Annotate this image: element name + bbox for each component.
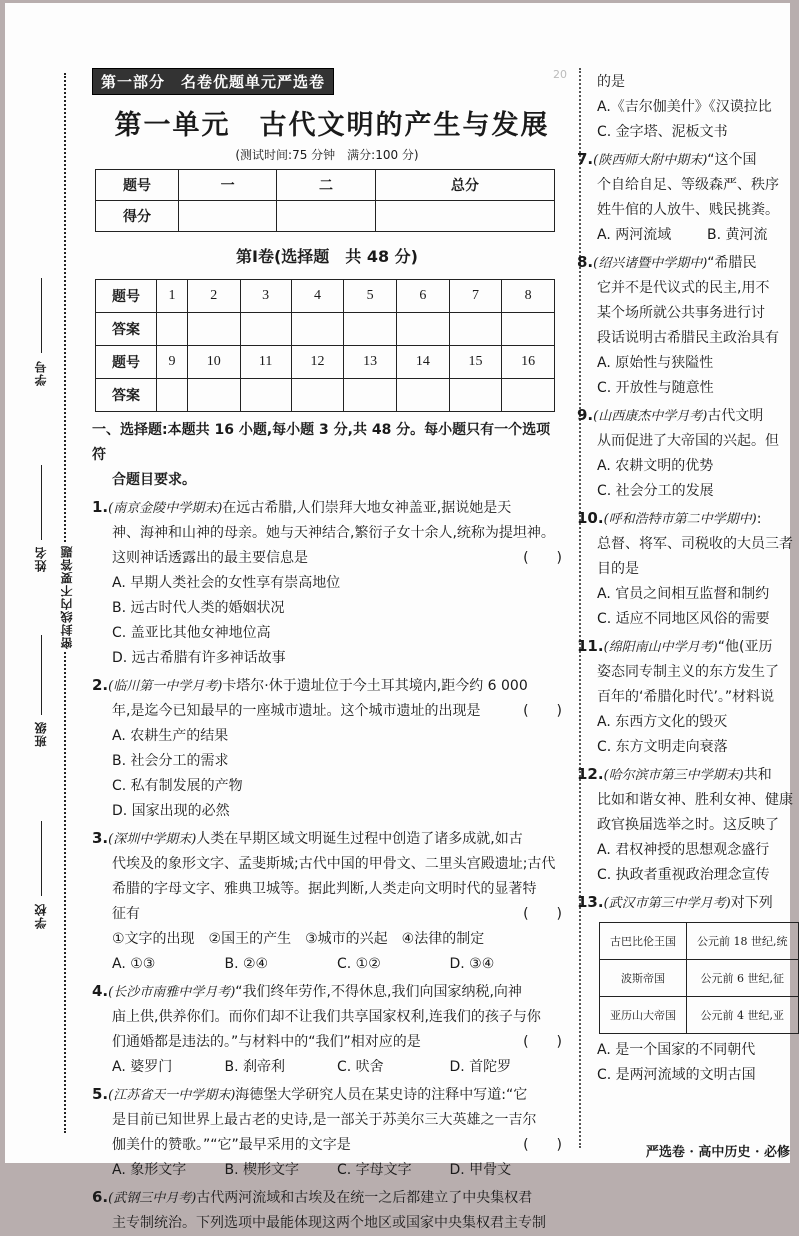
answer-cell[interactable] (449, 313, 502, 346)
question-text: 征有 (112, 906, 140, 922)
answer-cell[interactable] (502, 313, 555, 346)
option[interactable]: D. 甲骨文 (449, 1162, 512, 1178)
question-source: (武钢三中月考) (108, 1191, 197, 1206)
material-cell: 古巴比伦王国 (600, 923, 687, 960)
question-number-cell: 6 (397, 280, 450, 313)
question-number: 13. (577, 893, 604, 911)
answer-blank[interactable]: ( ) (523, 1034, 562, 1050)
material-cell: 亚历山大帝国 (600, 997, 687, 1034)
question-source: (武汉市第三中学月考) (603, 896, 731, 911)
answer-cell[interactable] (157, 313, 188, 346)
answer-blank[interactable]: ( ) (523, 550, 562, 566)
question-text: 对下列 (730, 895, 773, 911)
answer-cell[interactable] (157, 379, 188, 412)
score-header: 总分 (375, 170, 554, 201)
option[interactable]: A. ①③ (112, 956, 156, 972)
material-table (599, 922, 799, 1034)
question-text: “我们终年劳作,不得休息,我们向国家纳税,向神 (235, 984, 522, 1000)
question-text: 是目前已知世界上最古老的史诗,是一部关于苏美尔三大英雄之一吉尔 (112, 1112, 537, 1128)
question-source: (哈尔滨市第三中学期末) (603, 768, 744, 783)
option[interactable]: C. 是两河流域的文明古国 (597, 1067, 756, 1083)
question-text: 政官换届选举之时。这反映了 (597, 817, 779, 833)
answer-cell[interactable] (291, 313, 344, 346)
question-text-line (92, 902, 562, 927)
option[interactable]: A. 婆罗门 (112, 1059, 173, 1075)
grid-label: 答案 (96, 379, 157, 412)
right-column (577, 68, 795, 1088)
score-header: 题号 (96, 170, 179, 201)
option[interactable]: A. 官员之间相互监督和制约 (597, 586, 770, 602)
question-first-line (92, 673, 562, 699)
question (92, 1185, 562, 1236)
question-first-line (577, 403, 795, 429)
question-text: 卡塔尔·休于遗址位于今土耳其境内,距今约 6 000 (222, 678, 528, 694)
question-number: 4. (92, 982, 109, 1000)
question-source: (江苏省天一中学期末) (108, 1088, 236, 1103)
field-school: 学校 (34, 903, 48, 929)
score-cell[interactable] (277, 201, 375, 232)
question-first-line (577, 250, 795, 276)
options-group (577, 223, 795, 248)
option[interactable]: C. 吠舍 (337, 1059, 384, 1075)
question-text: 姓牛倌的人放牛、贱民挑粪。 (597, 202, 779, 218)
answer-cell[interactable] (187, 379, 240, 412)
option[interactable]: A. 象形文字 (112, 1162, 187, 1178)
option[interactable]: B. 社会分工的需求 (112, 753, 229, 769)
question-number-cell: 9 (157, 346, 188, 379)
question-first-line (92, 826, 562, 852)
grid-label: 答案 (96, 313, 157, 346)
question-number-cell: 8 (502, 280, 555, 313)
score-header: 一 (179, 170, 277, 201)
question-number-cell: 1 (157, 280, 188, 313)
grid-label: 题号 (96, 280, 157, 313)
question-number-cell: 12 (291, 346, 344, 379)
question-number: 3. (92, 829, 109, 847)
question-text: 个自给自足、等级森严、秩序 (597, 177, 779, 193)
question-number-cell: 11 (240, 346, 291, 379)
question-text: 目的是 (597, 561, 639, 577)
material-cell: 公元前 6 世纪,征 (687, 960, 799, 997)
question-first-line (92, 1185, 562, 1211)
question-text-line (92, 546, 562, 571)
binding-margin (5, 3, 75, 1163)
question-number: 2. (92, 676, 109, 694)
question-number-cell: 2 (187, 280, 240, 313)
question-text: 庙上供,供养你们。而你们却不让我们共享国家权利,连我们的孩子与你 (112, 1009, 541, 1025)
question-text: 们通婚都是违法的。”与材料中的“我们”相对应的是 (112, 1034, 421, 1050)
question-number-cell: 14 (397, 346, 450, 379)
answer-cell[interactable] (291, 379, 344, 412)
field-line (41, 635, 42, 715)
seal-notice: 密封线内不要答题 (60, 545, 74, 649)
option[interactable]: C. 适应不同地区风俗的需要 (597, 611, 770, 627)
question-number: 6. (92, 1188, 109, 1206)
question-source: (绍兴诸暨中学期中) (593, 256, 708, 271)
answer-cell[interactable] (344, 313, 397, 346)
option[interactable]: C. 社会分工的发展 (597, 483, 714, 499)
option[interactable]: B. ②④ (224, 956, 269, 972)
question (92, 1082, 562, 1183)
question-list (92, 495, 562, 1236)
part-tag: 第一部分 名卷优题单元严选卷 (92, 68, 334, 95)
question-number: 12. (577, 765, 604, 783)
question-text: “他(亚历 (717, 639, 773, 655)
question-first-line (577, 762, 795, 788)
answer-cell[interactable] (240, 313, 291, 346)
question-text: 共和 (743, 767, 772, 783)
question-source: (深圳中学期末) (108, 832, 197, 847)
question-continuation (577, 70, 795, 145)
option[interactable]: C. 东方文明走向衰落 (597, 739, 728, 755)
page-footer: 严选卷 · 高中历史 · 必修 (645, 1145, 790, 1160)
grid-label: 题号 (96, 346, 157, 379)
field-class: 班级 (34, 721, 48, 747)
question (577, 762, 795, 888)
question-text: 海德堡大学研究人员在某史诗的注释中写道:“它 (235, 1087, 528, 1103)
question-number-cell: 13 (344, 346, 397, 379)
question-text: 伽美什的赞歌。”“它”最早采用的文字是 (112, 1137, 351, 1153)
question-number-cell: 7 (449, 280, 502, 313)
field-line (41, 821, 42, 896)
question-number: 10. (577, 509, 604, 527)
question-text: 神、海神和山神的母亲。她与天神结合,繁衍子女十余人,统称为提坦神。 (112, 525, 555, 541)
question-text: 总督、将军、司税收的大员三者 (597, 536, 793, 552)
option[interactable]: A. 早期人类社会的女性享有崇高地位 (112, 575, 341, 591)
left-column (92, 68, 562, 1236)
instruction-line: 合题目要求。 (112, 472, 196, 488)
question-text: “这个国 (707, 152, 757, 168)
question-source: (山西康杰中学月考) (593, 409, 708, 424)
question-first-line (92, 495, 562, 521)
option[interactable]: D. 国家出现的必然 (112, 803, 230, 819)
question-number: 5. (92, 1085, 109, 1103)
question-source: (绵阳南山中学月考) (603, 640, 718, 655)
answer-cell[interactable] (187, 313, 240, 346)
score-cell[interactable] (179, 201, 277, 232)
options-group (92, 952, 562, 977)
question (577, 250, 795, 401)
question-number-cell: 3 (240, 280, 291, 313)
option[interactable]: A. 东西方文化的毁灭 (597, 714, 728, 730)
option[interactable]: B. 远古时代人类的婚姻状况 (112, 600, 285, 616)
question-number-cell: 10 (187, 346, 240, 379)
question-first-line (92, 979, 562, 1005)
question-first-line (577, 506, 795, 532)
answer-cell[interactable] (397, 313, 450, 346)
option[interactable]: C. 字母文字 (337, 1162, 412, 1178)
statements: ①文字的出现 ②国王的产生 ③城市的兴起 ④法律的制定 (112, 931, 485, 947)
instruction-line: 一、选择题:本题共 16 小题,每小题 3 分,共 48 分。每小题只有一个选项符 (92, 422, 551, 463)
answer-blank[interactable]: ( ) (523, 906, 562, 922)
answer-cell[interactable] (502, 379, 555, 412)
question-text: 的是 (597, 74, 625, 90)
question (577, 403, 795, 504)
question-number: 11. (577, 637, 604, 655)
question (577, 147, 795, 248)
question-number: 1. (92, 498, 109, 516)
material-cell: 波斯帝国 (600, 960, 687, 997)
question-text: 比如和谐女神、胜利女神、健康 (597, 792, 793, 808)
answer-blank[interactable]: ( ) (523, 1137, 562, 1153)
question-text: 古代两河流域和古埃及在统一之后都建立了中央集权君 (196, 1190, 533, 1206)
answer-grid (95, 279, 555, 412)
question-first-line (577, 634, 795, 660)
question (92, 495, 562, 671)
question-text-line (92, 1030, 562, 1055)
page-number: 20 (553, 68, 567, 81)
question-source: (呼和浩特市第二中学期中) (603, 512, 757, 527)
option[interactable]: B. 刹帝利 (224, 1059, 286, 1075)
options-group (92, 1158, 562, 1183)
answer-blank[interactable]: ( ) (523, 703, 562, 719)
option[interactable]: C. 开放性与随意性 (597, 380, 714, 396)
question (577, 634, 795, 760)
question-text-line (92, 1133, 562, 1158)
answer-cell[interactable] (240, 379, 291, 412)
option[interactable]: A. 君权神授的思想观念盛行 (597, 842, 770, 858)
question-first-line (92, 1082, 562, 1108)
option[interactable]: D. ③④ (449, 956, 495, 972)
section-title: 第Ⅰ卷(选择题 共 48 分) (236, 247, 418, 266)
question (92, 826, 562, 977)
option[interactable]: A.《吉尔伽美什》《汉谟拉比 (597, 99, 772, 115)
question-text: : (756, 511, 762, 527)
question-source: (临川第一中学月考) (108, 679, 223, 694)
question-text: 在远古希腊,人们崇拜大地女神盖亚,据说她是天 (222, 500, 512, 516)
field-line (41, 465, 42, 540)
question-text: 代埃及的象形文字、孟斐斯城;古代中国的甲骨文、二里头宫殿遗址;古代 (112, 856, 556, 872)
unit-title: 第一单元 古代文明的产生与发展 (114, 110, 550, 141)
answer-cell[interactable] (397, 379, 450, 412)
test-info: (测试时间:75 分钟 满分:100 分) (235, 148, 419, 162)
field-name: 姓名 (34, 546, 48, 572)
question (92, 979, 562, 1080)
option[interactable]: A. 是一个国家的不同朝代 (597, 1042, 756, 1058)
option[interactable]: C. 私有制发展的产物 (112, 778, 243, 794)
field-line (41, 278, 42, 353)
question-number: 9. (577, 406, 594, 424)
question-text: 段话说明古希腊民主政治具有 (597, 330, 779, 346)
question-text: 百年的‘希腊化时代’。”材料说 (597, 689, 775, 705)
question-source: (陕西师大附中期末) (593, 153, 708, 168)
option[interactable]: B. 黄河流 (707, 227, 768, 243)
field-student-id: 学号 (34, 360, 48, 386)
option[interactable]: D. 远古希腊有许多神话故事 (112, 650, 286, 666)
question-text: 姿态同专制主义的东方发生了 (597, 664, 779, 680)
option[interactable]: C. ①② (337, 956, 381, 972)
score-table (95, 169, 555, 232)
option[interactable]: A. 农耕生产的结果 (112, 728, 229, 744)
question-text: 从而促进了大帝国的兴起。但 (597, 433, 779, 449)
answer-cell[interactable] (449, 379, 502, 412)
answer-cell[interactable] (344, 379, 397, 412)
question (92, 673, 562, 824)
question-text: 年,是迄今已知最早的一座城市遗址。这个城市遗址的出现是 (112, 703, 481, 719)
question-text: 人类在早期区域文明诞生过程中创造了诸多成就,如古 (196, 831, 523, 847)
question-text: 希腊的字母文字、雅典卫城等。据此判断,人类走向文明时代的显著特 (112, 881, 537, 897)
question-text: “希腊民 (707, 255, 757, 271)
question-text: 古代文明 (707, 408, 764, 424)
question (577, 506, 795, 632)
question-text: 主专制统治。下列选项中最能体现这两个地区或国家中央集权君主专制 (112, 1215, 546, 1231)
options-group (92, 1055, 562, 1080)
score-label: 得分 (96, 201, 179, 232)
question-source: (南京金陵中学期末) (108, 501, 223, 516)
question-number-cell: 4 (291, 280, 344, 313)
question-text: 这则神话透露出的最主要信息是 (112, 550, 308, 566)
option[interactable]: D. 首陀罗 (449, 1059, 512, 1075)
option[interactable]: C. 金字塔、泥板文书 (597, 124, 728, 140)
score-header: 二 (277, 170, 375, 201)
instructions (92, 418, 562, 493)
material-cell: 公元前 4 世纪,亚 (687, 997, 799, 1034)
option[interactable]: A. 两河流域 (597, 227, 672, 243)
question-number-cell: 15 (449, 346, 502, 379)
material-cell: 公元前 18 世纪,统 (687, 923, 799, 960)
option[interactable]: A. 原始性与狭隘性 (597, 355, 714, 371)
option[interactable]: C. 盖亚比其他女神地位高 (112, 625, 271, 641)
question-source: (长沙市南雅中学月考) (108, 985, 236, 1000)
question-first-line (577, 147, 795, 173)
question-text-line (92, 699, 562, 724)
question-number: 8. (577, 253, 594, 271)
question-number: 7. (577, 150, 594, 168)
option[interactable]: B. 楔形文字 (224, 1162, 300, 1178)
exam-page (5, 3, 793, 1231)
option[interactable]: A. 农耕文明的优势 (597, 458, 714, 474)
score-cell[interactable] (375, 201, 554, 232)
question-first-line (577, 890, 795, 916)
option[interactable]: C. 执政者重视政治理念宣传 (597, 867, 770, 883)
question-number-cell: 5 (344, 280, 397, 313)
question-text: 它并不是代议式的民主,用不 (597, 280, 770, 296)
question-text: 某个场所就公共事务进行讨 (597, 305, 765, 321)
question-number-cell: 16 (502, 346, 555, 379)
question (577, 890, 795, 1088)
